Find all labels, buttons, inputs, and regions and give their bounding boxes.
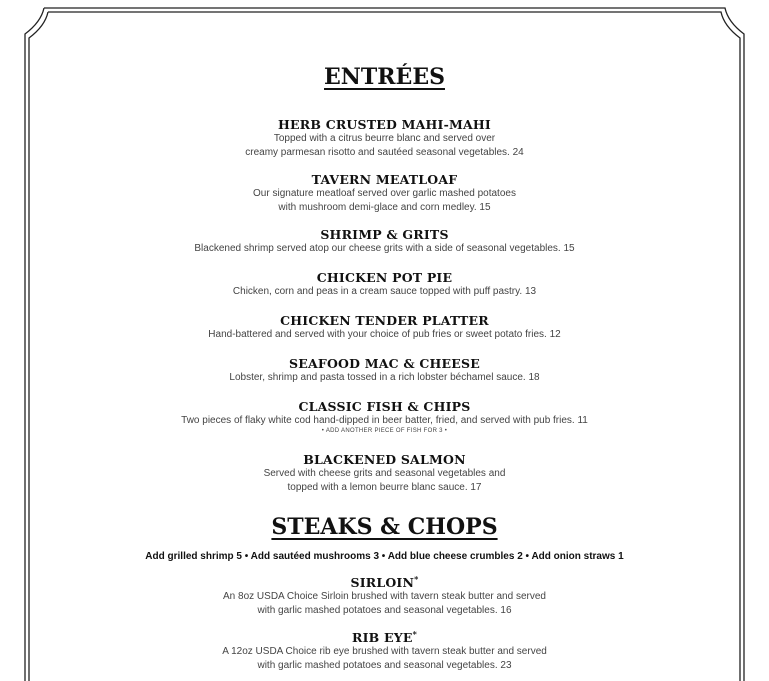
item-name: SEAFOOD MAC & CHEESE — [289, 356, 480, 371]
item-desc: Served with cheese grits and seasonal vegetables and — [263, 468, 506, 479]
item-name: SIRLOIN* — [350, 574, 419, 591]
item-desc: with garlic mashed potatoes and seasonal vegetables. 16 — [257, 604, 512, 616]
menu-item — [40, 172, 729, 214]
item-name: CLASSIC FISH & CHIPS — [298, 399, 471, 414]
item-name: SHRIMP & GRITS — [320, 227, 449, 242]
item-name: BLACKENED SALMON — [303, 452, 466, 467]
menu-item — [40, 356, 729, 385]
item-desc: Hand-battered and served with your choice of pub fries or sweet potato fries. 12 — [208, 329, 561, 340]
steaks-title: STEAKS & CHOPS — [271, 514, 498, 540]
menu-item — [40, 270, 729, 299]
item-desc: Topped with a citrus beurre blanc and served over — [273, 133, 496, 144]
menu-item — [40, 452, 729, 494]
item-desc: topped with a lemon beurre blanc sauce. 17 — [287, 481, 482, 493]
item-desc: Chicken, corn and peas in a cream sauce topped with puff pastry. 13 — [232, 286, 537, 297]
item-name: CHICKEN POT PIE — [316, 270, 453, 285]
item-desc: Our signature meatloaf served over garlic mashed potatoes — [253, 188, 516, 199]
menu-item — [40, 313, 729, 342]
item-desc: An 8oz USDA Choice Sirloin brushed with tavern steak butter and served — [223, 591, 546, 603]
item-name: RIB EYE* — [352, 629, 417, 646]
item-note: • ADD ANOTHER PIECE OF FISH FOR 3 • — [321, 427, 448, 434]
item-desc: Lobster, shrimp and pasta tossed in a rich lobster béchamel sauce. 18 — [229, 372, 540, 383]
item-desc: with mushroom demi-glace and corn medley. 15 — [278, 201, 491, 213]
item-desc: Blackened shrimp served atop our cheese grits with a side of seasonal vegetables. 15 — [194, 243, 575, 254]
entrees-title: ENTRÉES — [324, 64, 445, 90]
menu-item — [40, 575, 729, 617]
menu-item — [40, 630, 729, 672]
steak-addons: Add grilled shrimp 5 • Add sautéed mushrooms 3 • Add blue cheese crumbles 2 • Add onion straws 1 — [145, 551, 624, 562]
item-desc: creamy parmesan risotto and sautéed seasonal vegetables. 24 — [245, 146, 524, 158]
item-name: HERB CRUSTED MAHI-MAHI — [278, 117, 491, 132]
item-mark: * — [412, 629, 417, 639]
item-name: CHICKEN TENDER PLATTER — [280, 313, 489, 328]
item-name: TAVERN MEATLOAF — [311, 172, 458, 187]
menu-item — [40, 227, 729, 256]
menu-item — [40, 399, 729, 435]
item-desc: Two pieces of flaky white cod hand-dipped in beer batter, fried, and served with pub fries. 11 — [181, 415, 588, 426]
item-desc: A 12oz USDA Choice rib eye brushed with tavern steak butter and served — [222, 646, 547, 658]
item-mark: * — [414, 574, 419, 584]
menu-item — [40, 117, 729, 159]
item-desc: with garlic mashed potatoes and seasonal vegetables. 23 — [257, 659, 512, 671]
